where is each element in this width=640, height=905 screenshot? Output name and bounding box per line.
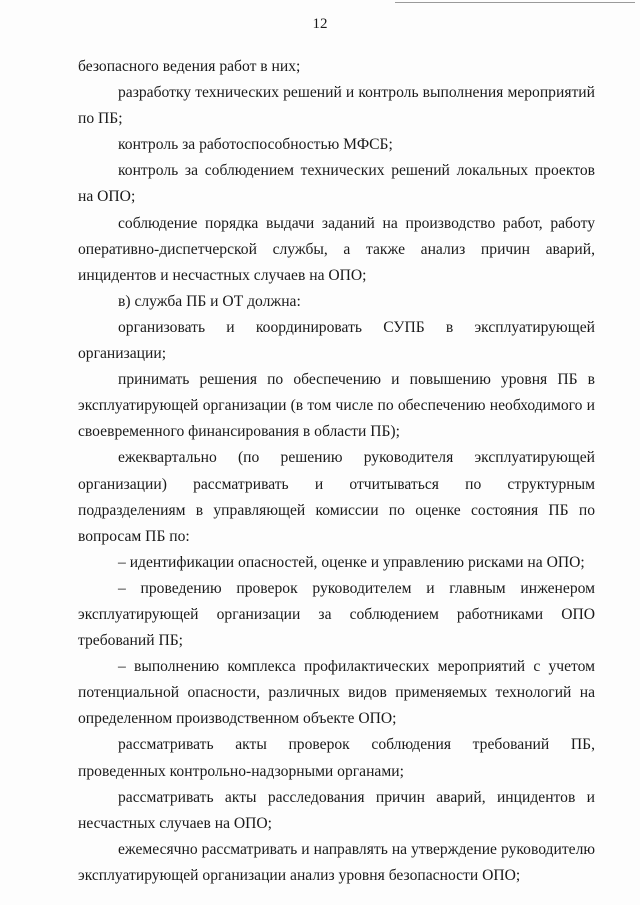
paragraph: контроль за работоспособностью МФСБ; [118,136,393,154]
paragraph: соблюдение порядка выдачи заданий на производство работ, работу оперативно-диспетчерской службы, а также анализ причин аварий, инцидентов и несчастных случаев на ОПО; [78,214,595,284]
list-item: – выполнению комплекса профилактических мероприятий с учетом потенциальной опасности, различных видов применяемых технологий на определенном производственном объекте ОПО; [78,658,595,728]
paragraph: рассматривать акты проверок соблюдения требований ПБ, проведенных контрольно-надзорными органами; [78,736,595,780]
body-text [78,54,595,889]
paragraph: организовать и координировать СУПБ в эксплуатирующей организации; [78,318,595,363]
paragraph: принимать решения по обеспечению и повышению уровня ПБ в эксплуатирующей организации (в том числе по обеспечению необходимого и своевременного финансирования в области ПБ); [78,371,595,441]
paragraph: разработку технических решений и контроль выполнения мероприятий по ПБ; [78,84,595,128]
list-item: – идентификации опасностей, оценке и управлению рисками на ОПО; [118,553,585,571]
list-item: – проведению проверок руководителем и главным инженером эксплуатирующей организации за соблюдением работниками ОПО требований ПБ; [78,579,595,650]
paragraph: ежеквартально (по решению руководителя эксплуатирующей организации) рассматривать и отчитываться по структурным подразделениям в управляющей комиссии по оценке состояния ПБ по вопросам ПБ по: [78,449,595,545]
paragraph: ежемесячно рассматривать и направлять на утверждение руководителю эксплуатирующей организации анализ уровня безопасности ОПО; [78,840,595,884]
paragraph: безопасного ведения работ в них; [78,58,301,75]
paragraph: в) служба ПБ и ОТ должна: [118,292,301,310]
paragraph: рассматривать акты расследования причин аварий, инцидентов и несчастных случаев на ОПО; [78,788,595,832]
top-edge-line [395,2,635,3]
page-number: 12 [312,16,328,32]
paragraph: контроль за соблюдением технических решений локальных проектов на ОПО; [78,162,595,206]
